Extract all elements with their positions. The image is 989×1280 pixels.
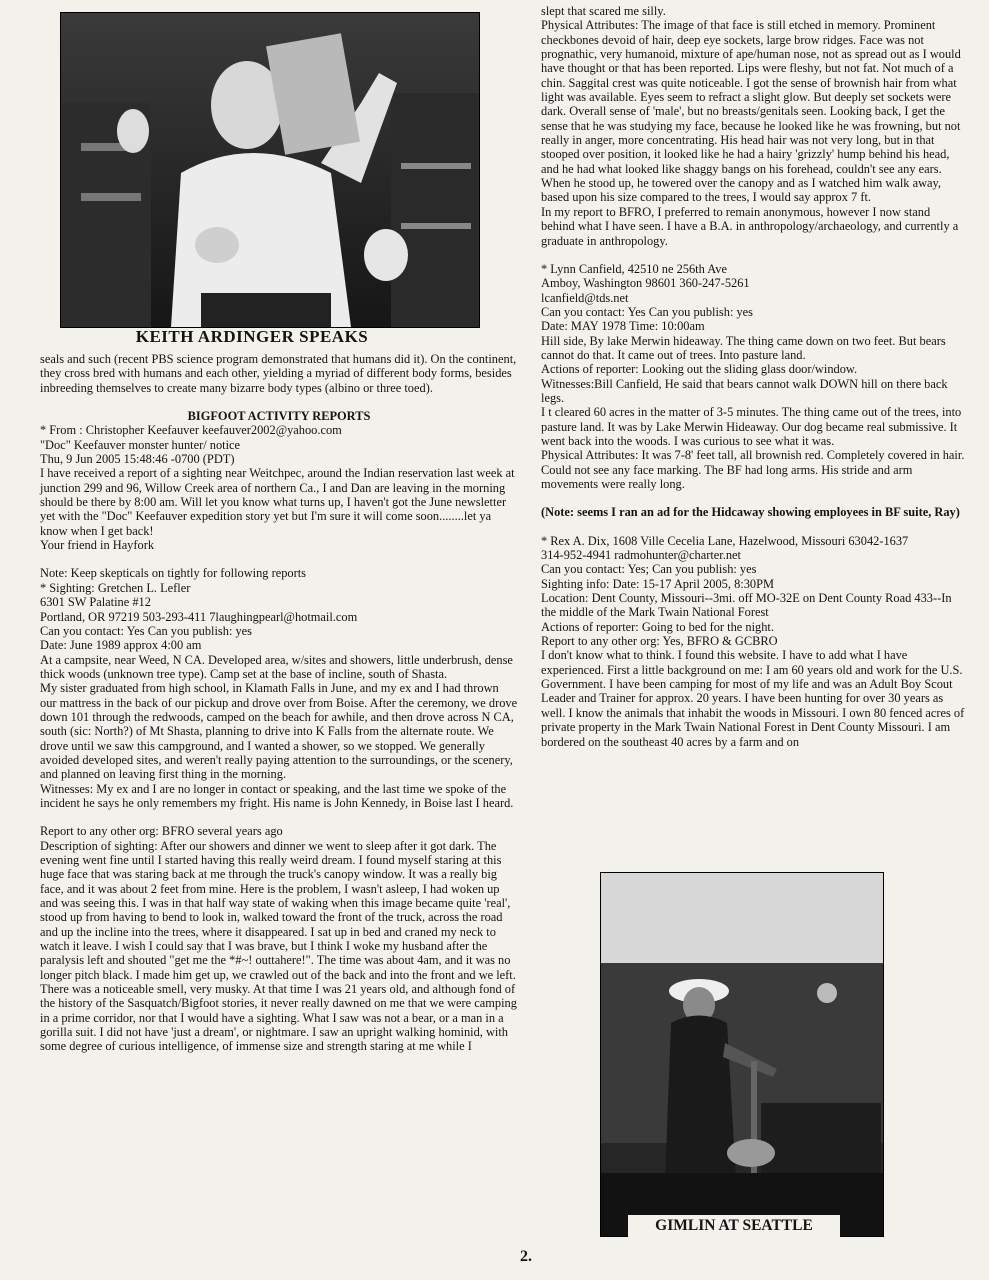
report-lefler-description: Report to any other org: BFRO several years ago Description of sighting: After our showers and dinner we went to sleep after it got dark. The evening went fine until I started having this really weird dream. I found myself staring at this huge face that was staring back at me through the truck's canopy window. It was a really big face, and it was about 2 feet from mine. Here is the problem, I wasn't asleep, I had woken up and was seeing this. I was in that half way state of waking when this image became quite 'real', stood up from having to bend to look in, walked toward the front of the truck, across the road and up the incline into the trees, where it disappeared. I sat up in bed and craned my neck to watch it leave. I wish I could say that I was brave, but I think I woke my husband after the paralysis left and shouted "get me the *#~! outtahere!". The time was about 4am, and it was no longer pitch black. I made him get up, we crawled out of the back and into the front and we left. There was a noticeable smell, very musky. At that time I was 21 years old, and although fond of the history of the Sasquatch/Bigfoot stories, it never really dawned on me that we were camping in a prime corridor, nor that I would have a sighting. What I saw was not a bear, or a man in a gorilla suit. I did not have 'just a dream', or nightmare. I saw an upright walking hominid, with some degree of curious intelligence, of immense size and strength staring at me while I xyxy=(40,824,517,1054)
photo-gimlin xyxy=(600,872,884,1237)
intro-paragraph: seals and such (recent PBS science program demonstrated that humans did it). On the continent, they cross bred with humans and each other, yielding a myriad of different body forms, besides inbreeding themselves to create many bizarre body types (albino or three toed). xyxy=(40,352,517,395)
spacer xyxy=(541,520,966,534)
photo-keith-ardinger-caption: KEITH ARDINGER SPEAKS xyxy=(135,327,369,346)
spacer xyxy=(541,248,966,262)
section-heading: BIGFOOT ACTIVITY REPORTS xyxy=(187,409,371,424)
photo-keith-ardinger xyxy=(60,12,480,328)
report-canfield: * Lynn Canfield, 42510 ne 256th Ave Amboy, Washington 98601 360-247-5261 lcanfield@tds.net Can you contact: Yes Can you publish: yes Date: MAY 1978 Time: 10:00am Hill side, By lake Merwin hideaway. The thing came down on two feet. But bears cannot do that. It came out of trees. Into pasture land. Actions of reporter: Looking out the sliding glass door/window. Witnesses:Bill Canfield, He said that bears cannot walk DOWN hill on there back legs. I t cleared 60 acres in the matter of 3-5 minutes. The thing came out of the trees, into pasture land. It was by Lake Merwin Hideaway. Our dog became real submissive. It went back into the woods. I was curious to see what it was. Physical Attributes: It was 7-8' feet tall, all brownish red. Completely covered in hair. Could not see any face marking. The BF had long arms. His stride and arm movements were really long. xyxy=(541,261,965,491)
spacer xyxy=(541,491,966,505)
right-column xyxy=(541,4,966,749)
report-keefauver: * From : Christopher Keefauver keefauver2002@yahoo.com "Doc" Keefauver monster hunter/ notice Thu, 9 Jun 2005 15:48:46 -0700 (PDT) I have received a report of a sighting near Weitchpec, around the Indian reservation last week at junction 299 and 96, Willow Creek area of northern Ca., I and Dan are leaving in the morning should be there by 8:00 am. Will let you know what turns up, I haven't got the June newsletter yet with the "Doc" Keefauver expedition story yet but I'm sure it will come soon........let ya know when I get back! Your friend in Hayfork xyxy=(40,423,515,553)
spacer xyxy=(40,552,518,566)
photo-gimlin-caption: GIMLIN AT SEATTLE xyxy=(628,1215,840,1237)
page-number: 2. xyxy=(520,1248,532,1265)
left-column xyxy=(40,352,518,1054)
report-lefler: Note: Keep skepticals on tightly for following reports * Sighting: Gretchen L. Lefler 6301 SW Palatine #12 Portland, OR 97219 503-293-411 7laughingpearl@hotmail.com Can you contact: Yes Can you publish: yes Date: June 1989 approx 4:00 am At a campsite, near Weed, N CA. Developed area, w/sites and showers, little underbrush, dense thick woods (unknown tree type). Camp set at the base of incline, south of Shasta. My sister graduated from high school, in Klamath Falls in June, and my ex and I had thrown our mattress in the back of our pickup and drove over from Boise. After the ceremony, we drove down 101 through the redwoods, camped on the beach for awhile, and then drove across N CA, south (sic: North?) of Mt Shasta, planning to drive into K Falls from the alternate route. We drove until we saw this campground, and I wanted a shower, so we stopped. We generally avoided developed sites, and weren't really paying attention to the surroundings, or the scenery, and planned on leaving first thing in the morning. Witnesses: My ex and I are no longer in contact or speaking, and the last time we spoke of the incident he says he only remembers my fright. His name is John Kennedy, in Boise last I heard. xyxy=(40,566,518,810)
photo-gimlin-image xyxy=(601,873,883,1236)
spacer xyxy=(40,395,518,409)
photo-keith-ardinger-image xyxy=(61,13,479,327)
spacer xyxy=(40,810,518,824)
report-dix: * Rex A. Dix, 1608 Ville Cecelia Lane, Hazelwood, Missouri 63042-1637 314-952-4941 radmohunter@charter.net Can you contact: Yes; Can you publish: yes Sighting info: Date: 15-17 April 2005, 8:30PM Location: Dent County, Missouri--3mi. off MO-32E on Dent County Road 433--In the middle of the Mark Twain National Forest Actions of reporter: Going to bed for the night. Report to any other org: Yes, BFRO & GCBRO I don't know what to think. I found this website. I have to add what I have experienced. First a little background on me: I am 60 years old and work for the U.S. Government. I have been camping for most of my life and was an Adult Boy Scout Leader and Trainer for approx. 20 years. I have been hunting for over 30 years as well. I know the animals that inhabit the woods in Missouri. I own 80 fenced acres of private property in the Mark Twain National Forest in Dent County Missouri. I am bordered on the southeast 40 acres by a farm and on xyxy=(541,533,965,749)
editor-note: (Note: seems I ran an ad for the Hidcaway showing employees in BF suite, Ray) xyxy=(541,505,960,520)
report-lefler-attributes: slept that scared me silly. Physical Attributes: The image of that face is still etched in memory. Prominent checkbones devoid of hair, deep eye sockets, large brow ridges. Face was not prognathic, very humanoid, mixture of ape/human nose, not as spread out as I would have thought or that has been reported. Lips were fleshy, but not fat. Not much of a chin. Saggital crest was quite noticeable. I got the sense of brownish hair from what light was available. Eyes seem to refract a slight glow. But deeply set sockets were dark. Overall sense of 'male', but no breasts/genitals seen. Looking back, I get the sense that he was studying my face, because he looked like he was frowning, but not really in anger, more concentrating. His head hair was not very long, but in that stooped over position, it looked like he had a hairy 'grizzly' hump behind his head, and he had what looked like shaggy bangs on his forehead, couldn't see any ears. When he stood up, he towered over the canopy and as I watched him walk away, based upon his size compared to the trees, I would say approx 7 ft. In my report to BFRO, I preferred to remain anonymous, however I now stand behind what I have seen. I have a B.A. in anthropology/archaeology, and currently a graduate in anthropology. xyxy=(541,4,961,248)
